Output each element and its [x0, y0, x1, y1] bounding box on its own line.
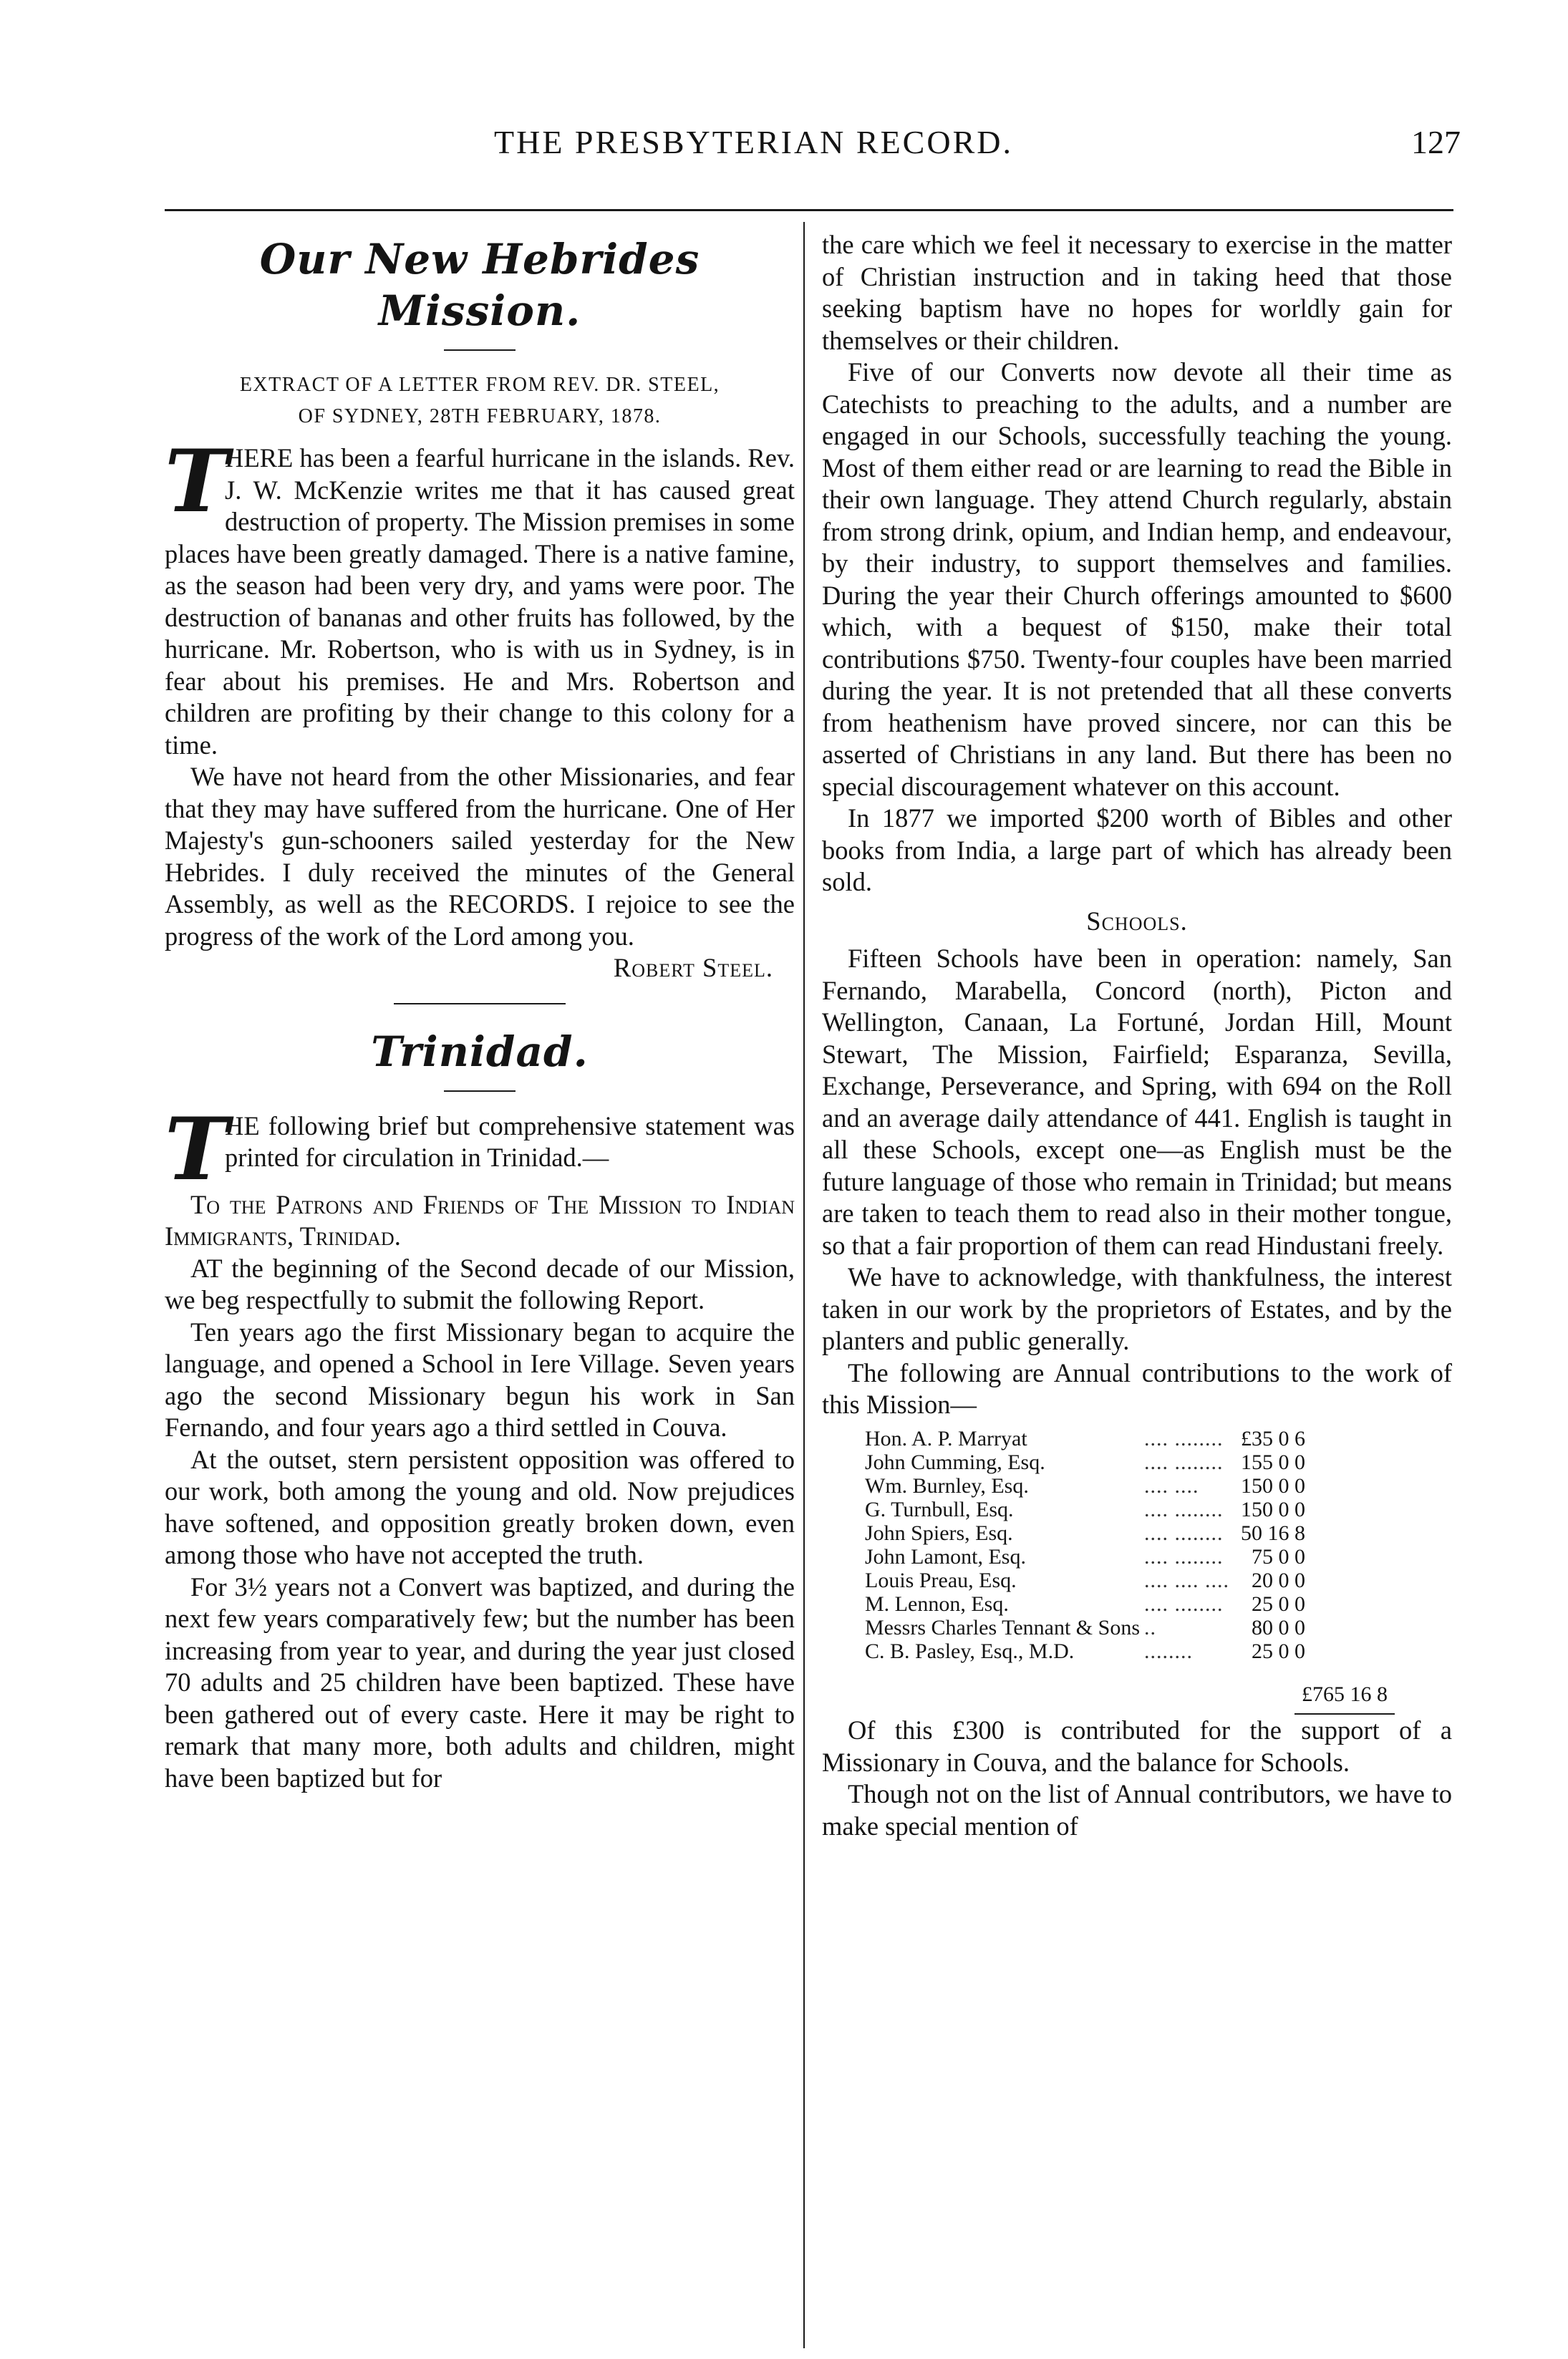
- journal-title: THE PRESBYTERIAN RECORD.: [494, 124, 1013, 160]
- paragraph: At the outset, stern persistent opposition was offered to our work, both among the young and old. Now prejudices have softened, and opposition greatly broken down, even among those who have not accepted the truth.: [165, 1444, 795, 1569]
- contributor-name: Louis Preau, Esq.: [865, 1568, 1017, 1592]
- address-heading: To the Patrons and Friends of The Mission to Indian Immigrants, Trinidad.: [165, 1189, 795, 1251]
- paragraph: Ten years ago the first Missionary began to acquire the language, and opened a School in Iere Village. Seven years ago the second Missionary begun his work in San Fernando, and four years ago a third settled in Couva.: [165, 1317, 795, 1442]
- right-column: [822, 229, 1452, 1842]
- contribution-amount: 20 0 0: [1252, 1568, 1305, 1592]
- running-header: [79, 123, 1461, 179]
- letter-extract-heading: [165, 369, 795, 432]
- header-rule: [165, 209, 1453, 211]
- leader-dots: .... .... ....: [1144, 1568, 1229, 1592]
- extract-line-1: EXTRACT OF A LETTER FROM REV. DR. STEEL,: [239, 374, 720, 396]
- title-rule: [444, 1090, 516, 1092]
- leader-dots: .... ....: [1144, 1473, 1199, 1498]
- paragraph: In 1877 we imported $200 worth of Bibles and other books from India, a large part of which has already been sold.: [822, 803, 1452, 896]
- contribution-amount: 155 0 0: [1241, 1450, 1305, 1474]
- paragraph-text: HERE has been a fearful hurricane in the islands. Rev. J. W. McKenzie writes me that it has caused great destruction of property. The Mission premises in some places have been greatly damaged. There is a native famine, as the season had been very dry, and yams were poor. The destruction of bananas and other fruits has followed, by the hurricane. Mr. Robertson, who is with us in Sydney, is in fear about his premises. He and Mrs. Robertson and children are profiting by their change to this colony for a time.: [165, 443, 795, 760]
- contributor-name: John Cumming, Esq.: [865, 1450, 1045, 1474]
- drop-cap: T: [165, 431, 229, 532]
- contribution-amount: 150 0 0: [1241, 1497, 1305, 1521]
- contribution-row: [865, 1474, 1310, 1498]
- leader-dots: .... ........: [1144, 1450, 1224, 1474]
- schools-heading: Schools.: [1086, 906, 1188, 936]
- contribution-amount: 80 0 0: [1252, 1615, 1305, 1639]
- paragraph: AT the beginning of the Second decade of our Mission, we beg respectfully to submit the following Report.: [165, 1253, 795, 1314]
- leader-dots: .... ........: [1144, 1592, 1224, 1616]
- page-number: 127: [1411, 124, 1461, 160]
- contribution-amount: 75 0 0: [1252, 1544, 1305, 1569]
- title-rule: [444, 349, 516, 351]
- contributor-name: C. B. Pasley, Esq., M.D.: [865, 1639, 1075, 1663]
- paragraph-text: HE following brief but comprehensive statement was printed for circulation in Trinidad.—: [225, 1110, 795, 1172]
- contribution-row: [865, 1427, 1310, 1450]
- contributor-name: M. Lennon, Esq.: [865, 1592, 1009, 1616]
- paragraph: Though not on the list of Annual contributors, we have to make special mention of: [822, 1779, 1452, 1841]
- contribution-row: [865, 1616, 1310, 1639]
- paragraph: For 3½ years not a Convert was baptized, and during the next few years comparatively few; but the number has been increasing from year to year, and during the year just closed 70 adults and 25 children have been baptized. These have been gathered out of every caste. Here it may be right to remark that many more, both adults and children, might have been baptized but for: [165, 1571, 795, 1793]
- contribution-row: [865, 1450, 1310, 1474]
- leader-dots: .... ........: [1144, 1497, 1224, 1521]
- paragraph: Five of our Converts now devote all their time as Catechists to preaching to the adults, and a number are engaged in our Schools, successfully teaching the young. Most of them either read or are learning to read the Bible in their own language. They attend Church regularly, abstain from strong drink, opium, and Indian hemp, and endeavour, by their industry, to support themselves and families. During the year their Church offerings amounted to $600 which, with a bequest of $150, make their total contributions $750. Twenty-four couples have been married during the year. It is not pretended that all these converts from heathenism have proved sincere, nor can this be asserted of Christians in any land. But there has been no special discouragement whatever on this account.: [822, 357, 1452, 801]
- contribution-row: [865, 1498, 1310, 1521]
- paragraph: We have to acknowledge, with thankfulness, the interest taken in our work by the proprietors of Estates, and by the planters and public generally.: [822, 1262, 1452, 1355]
- contributions-table: [865, 1427, 1310, 1663]
- contributor-name: John Spiers, Esq.: [865, 1521, 1013, 1545]
- contributions-total: £765 16 8: [1302, 1682, 1388, 1706]
- drop-cap: T: [165, 1098, 229, 1200]
- leader-dots: .... ........: [1144, 1426, 1224, 1450]
- extract-line-2: OF SYDNEY, 28TH FEBRUARY, 1878.: [298, 405, 662, 427]
- contribution-row: [865, 1521, 1310, 1545]
- paragraph: Fifteen Schools have been in operation: namely, San Fernando, Marabella, Concord (north), Picton and Wellington, Canaan, La Fortuné, Jordan Hill, Mount Stewart, The Mission, Fairfield; Esparanza, Sevilla, Exchange, Perseverance, and Spring, with 694 on the Roll and an average daily attendance of 441. English is taught in all these Schools, except one—as English must be the future language of those who remain in Trinidad; but means are taken to teach them to read also in their mother tongue, so that a fair proportion of them can read Hindustani freely.: [822, 944, 1452, 1260]
- contribution-row: [865, 1592, 1310, 1616]
- contribution-amount: 25 0 0: [1252, 1592, 1305, 1616]
- paragraph: the care which we feel it necessary to exercise in the matter of Christian instruction and in taking heed that those seeking baptism have no hopes for worldly gain for themselves or their children.: [822, 230, 1452, 355]
- contributor-name: G. Turnbull, Esq.: [865, 1497, 1014, 1521]
- leader-dots: ........: [1144, 1639, 1193, 1663]
- leader-dots: .... ........: [1144, 1544, 1224, 1569]
- contributor-name: John Lamont, Esq.: [865, 1544, 1026, 1569]
- contribution-row: [865, 1545, 1310, 1569]
- paragraph: Of this £300 is contributed for the support of a Missionary in Couva, and the balance for Schools.: [822, 1715, 1452, 1777]
- contribution-row: [865, 1639, 1310, 1663]
- paragraph: The following are Annual contributions to the work of this Mission—: [822, 1357, 1452, 1419]
- section-rule: [394, 1003, 566, 1004]
- section-title-new-hebrides: Our New Hebrides Mission.: [259, 235, 700, 335]
- contributor-name: Hon. A. P. Marryat: [865, 1426, 1027, 1450]
- section-title-trinidad: Trinidad.: [371, 1027, 589, 1076]
- paragraph: [165, 431, 795, 761]
- contributor-name: Wm. Burnley, Esq.: [865, 1473, 1029, 1498]
- leader-dots: ..: [1144, 1615, 1156, 1639]
- contributor-name: Messrs Charles Tennant & Sons: [865, 1615, 1140, 1639]
- paragraph: We have not heard from the other Missionaries, and fear that they may have suffered from the hurricane. One of Her Majesty's gun-schooners sailed yesterday for the New Hebrides. I duly received the minutes of the General Assembly, as well as the RECORDS. I rejoice to see the progress of the work of the Lord among you.: [165, 762, 795, 951]
- left-column: [165, 229, 795, 1794]
- leader-dots: .... ........: [1144, 1521, 1224, 1545]
- column-divider: [803, 222, 805, 2348]
- signature: Robert Steel.: [613, 953, 773, 982]
- contribution-amount: 150 0 0: [1241, 1473, 1305, 1498]
- contribution-row: [865, 1569, 1310, 1592]
- contribution-amount: 25 0 0: [1252, 1639, 1305, 1663]
- contribution-amount: 50 16 8: [1241, 1521, 1305, 1545]
- paragraph: [165, 1098, 795, 1200]
- contribution-amount: £35 0 6: [1241, 1426, 1305, 1450]
